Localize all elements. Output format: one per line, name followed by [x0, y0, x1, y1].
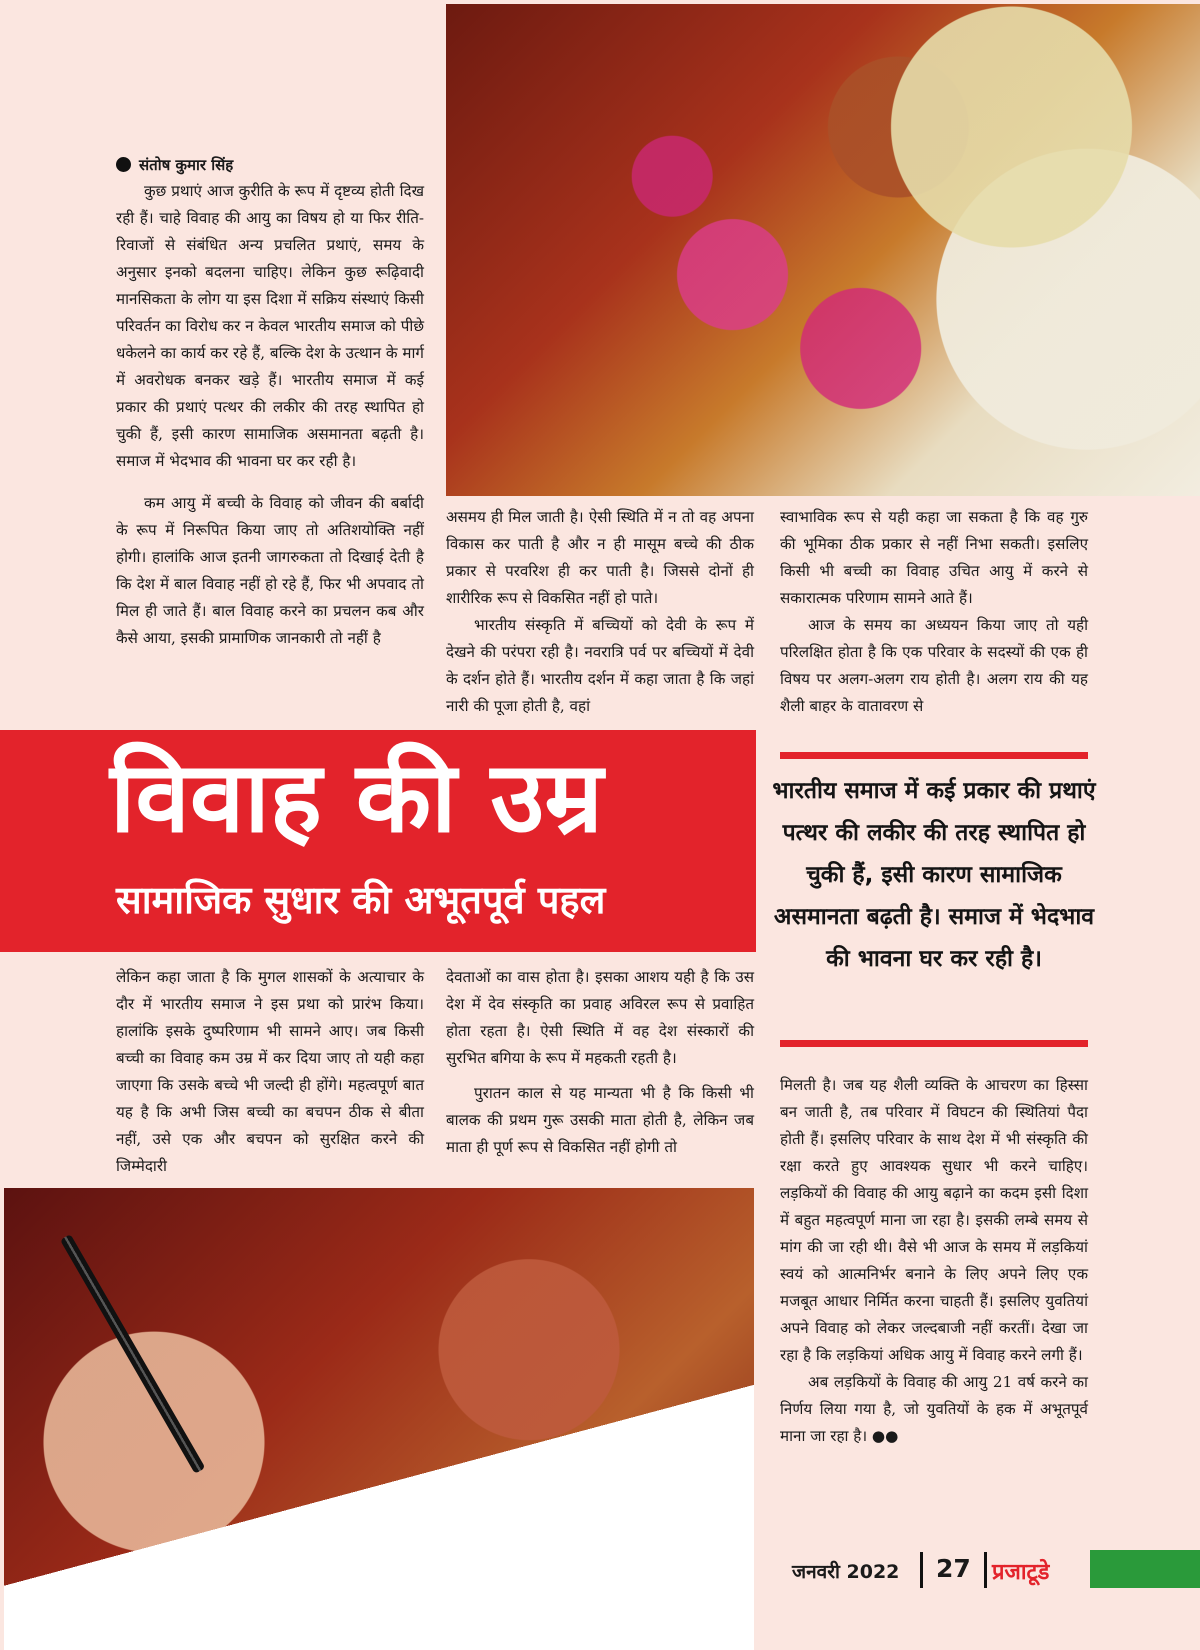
- paragraph: स्वाभाविक रूप से यही कहा जा सकता है कि वह गुरु की भूमिका ठीक प्रकार से नहीं निभा सकती। इसलिए किसी भी बच्ची का विवाह उचित आयु में करने से सकारात्मक परिणाम सामने आते हैं।: [780, 508, 1088, 607]
- paragraph: आज के समय का अध्ययन किया जाए तो यही परिलक्षित होता है कि एक परिवार के सदस्यों की एक ही विषय पर अलग-अलग राय होती है। अलग राय की यह शैली बाहर के वातावरण से: [780, 616, 1088, 715]
- paragraph: पुरातन काल से यह मान्यता भी है कि किसी भी बालक की प्रथम गुरू उसकी माता होती है, लेकिन जब माता ही पूर्ण रूप से विकसित नहीं होगी तो: [446, 1084, 754, 1156]
- pullquote-bottom-rule: [780, 1040, 1088, 1047]
- headline: विवाह की उम्र: [110, 741, 603, 855]
- brand-name: प्रजाटूडे: [992, 1560, 1050, 1585]
- footer-divider: [920, 1552, 923, 1588]
- page-number: 27: [936, 1554, 971, 1583]
- page-footer: [790, 1550, 1200, 1590]
- pullquote-top-rule: [780, 752, 1088, 759]
- paragraph: लेकिन कहा जाता है कि मुगल शासकों के अत्याचार के दौर में भारतीय समाज ने इस प्रथा को प्रारंभ किया। हालांकि इसके दुष्परिणाम भी सामने आए। जब किसी बच्ची का विवाह कम उम्र में कर दिया जाए तो यही कहा जाएगा कि उसके बच्चे भी जल्दी ही होंगे। महत्वपूर्ण बात यह है कि अभी जिस बच्ची का बचपन ठीक से बीता नहीं, उसे एक और बचपन को सुरक्षित करने की जिम्मेदारी: [116, 968, 424, 1175]
- column-1-bottom: [116, 964, 424, 1180]
- paragraph: असमय ही मिल जाती है। ऐसी स्थिति में न तो वह अपना विकास कर पाती है और न ही मासूम बच्चे की ठीक प्रकार से परवरिश ही कर पाती है। जिससे दोनों ही शारीरिक रूप से विकसित नहीं हो पाते।: [446, 508, 754, 607]
- column-2-bottom: [446, 964, 754, 1161]
- wedding-ceremony-photo: [446, 4, 1200, 496]
- column-2-top: [446, 504, 754, 720]
- footer-green-block: [1090, 1550, 1200, 1588]
- paragraph: कम आयु में बच्ची के विवाह को जीवन की बर्बादी के रूप में निरूपित किया जाए तो अतिशयोक्ति नहीं होगी। हालांकि आज इतनी जागरुकता तो दिखाई देती है कि देश में बाल विवाह नहीं हो रहे हैं, फिर भी अपवाद तो मिल ही जाते हैं। बाल विवाह करने का प्रचलन कब और कैसे आया, इसकी प्रामाणिक जानकारी तो नहीं है: [116, 494, 424, 647]
- signing-document-photo: [4, 1188, 754, 1650]
- author-name: संतोष कुमार सिंह: [139, 156, 234, 174]
- footer-divider: [984, 1552, 987, 1588]
- paragraph: कुछ प्रथाएं आज कुरीति के रूप में दृष्टव्य होती दिख रही हैं। चाहे विवाह की आयु का विषय हो या फिर रीति-रिवाजों से संबंधित अन्य प्रचलित प्रथाएं, समय के अनुसार इनको बदलना चाहिए। लेकिन कुछ रूढ़िवादी मानसिकता के लोग या इस दिशा में सक्रिय संस्थाएं किसी परिवर्तन का विरोध कर न केवल भारतीय समाज को पीछे धकेलने का कार्य कर रहे हैं, बल्कि देश के उत्थान के मार्ग में अवरोधक बनकर खड़े हैं। भारतीय समाज में कई प्रकार की प्रथाएं पत्थर की लकीर की तरह स्थापित हो चुकी हैं, इसी कारण सामाजिक असमानता बढ़ती है। समाज में भेदभाव की भावना घर कर रही है।: [116, 182, 424, 470]
- bullet-icon: [116, 157, 131, 172]
- paragraph: देवताओं का वास होता है। इसका आशय यही है कि उस देश में देव संस्कृति का प्रवाह अविरल रूप से प्रवाहित होता रहता है। ऐसी स्थिति में वह देश संस्कारों की सुरभित बगिया के रूप में महकती रहती है।: [446, 968, 754, 1067]
- subheadline: सामाजिक सुधार की अभूतपूर्व पहल: [116, 878, 606, 922]
- column-1-top: [116, 152, 424, 652]
- issue-date: जनवरी 2022: [792, 1561, 900, 1583]
- paragraph: अब लड़कियों के विवाह की आयु 21 वर्ष करने का निर्णय लिया गया है, जो युवतियों के हक में अभूतपूर्व माना जा रहा है। ●●: [780, 1373, 1088, 1445]
- pullquote: भारतीय समाज में कई प्रकार की प्रथाएं पत्थर की लकीर की तरह स्थापित हो चुकी हैं, इसी कारण सामाजिक असमानता बढ़ती है। समाज में भेदभाव की भावना घर कर रही है।: [772, 778, 1096, 972]
- byline: [116, 152, 424, 178]
- column-3-top: [780, 504, 1088, 720]
- paragraph: भारतीय संस्कृति में बच्चियों को देवी के रूप में देखने की परंपरा रही है। नवरात्रि पर्व पर बच्चियों में देवी के दर्शन होते हैं। भारतीय दर्शन में कहा जाता है कि जहां नारी की पूजा होती है, वहां: [446, 616, 754, 715]
- column-3-bottom: [780, 1072, 1088, 1450]
- paragraph: मिलती है। जब यह शैली व्यक्ति के आचरण का हिस्सा बन जाती है, तब परिवार में विघटन की स्थितियां पैदा होती हैं। इसलिए परिवार के साथ देश में भी संस्कृति की रक्षा करते हुए आवश्यक सुधार भी करने चाहिए। लड़कियों की विवाह की आयु बढ़ाने का कदम इसी दिशा में बहुत महत्वपूर्ण माना जा रहा है। इसकी लम्बे समय से मांग की जा रही थी। वैसे भी आज के समय में लड़कियां स्वयं को आत्मनिर्भर बनाने के लिए अपने लिए एक मजबूत आधार निर्मित करना चाहती हैं। इसलिए युवतियां अपने विवाह को लेकर जल्दबाजी नहीं करतीं। देखा जा रहा है कि लड़कियां अधिक आयु में विवाह करने लगी हैं।: [780, 1076, 1088, 1364]
